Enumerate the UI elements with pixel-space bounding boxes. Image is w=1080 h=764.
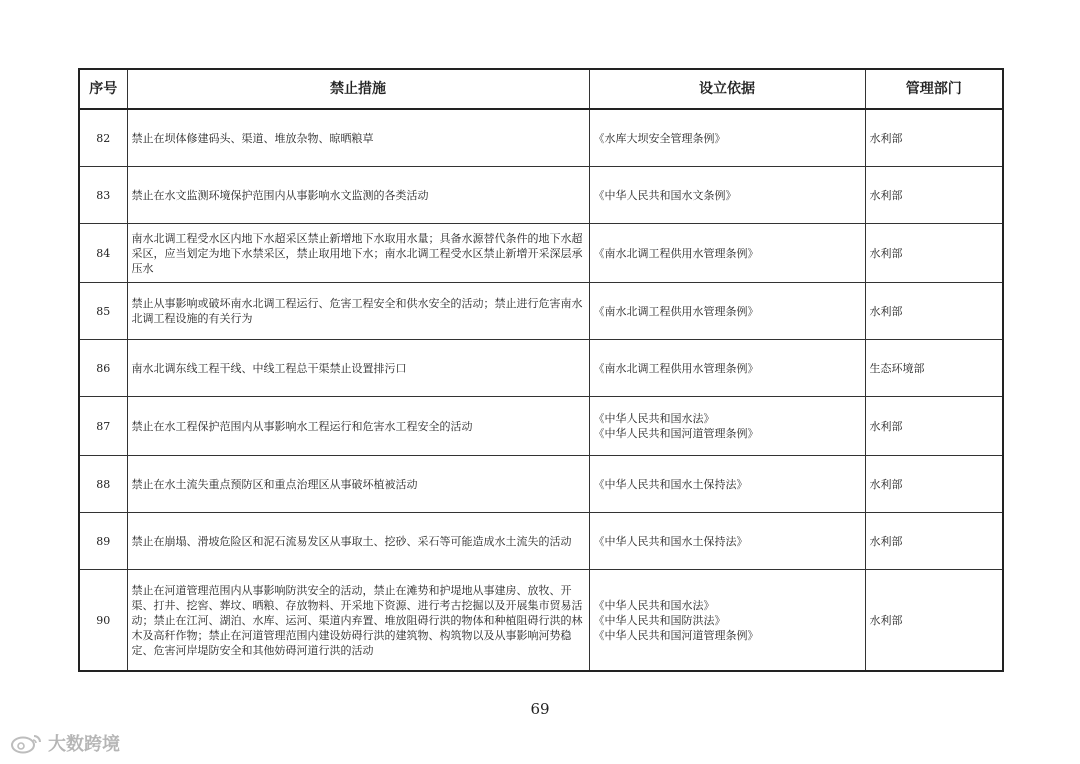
row-measure: 禁止在水文监测环境保护范围内从事影响水文监测的各类活动 xyxy=(127,167,589,224)
row-dept: 水利部 xyxy=(865,109,1003,167)
regulation-table xyxy=(78,68,1004,672)
row-basis: 《南水北调工程供用水管理条例》 xyxy=(589,224,865,283)
row-dept: 水利部 xyxy=(865,570,1003,672)
row-dept: 水利部 xyxy=(865,397,1003,456)
row-dept: 水利部 xyxy=(865,224,1003,283)
table-row xyxy=(79,109,1003,167)
row-measure: 禁止在水工程保护范围内从事影响水工程运行和危害水工程安全的活动 xyxy=(127,397,589,456)
row-basis: 《中华人民共和国水法》 《中华人民共和国河道管理条例》 xyxy=(589,397,865,456)
page-number: 69 xyxy=(530,700,550,718)
row-basis: 《中华人民共和国水文条例》 xyxy=(589,167,865,224)
row-num: 85 xyxy=(79,283,127,340)
row-basis: 《水库大坝安全管理条例》 xyxy=(589,109,865,167)
header-num: 序号 xyxy=(79,69,127,109)
header-basis: 设立依据 xyxy=(589,69,865,109)
watermark xyxy=(10,730,120,756)
row-measure: 南水北调东线工程干线、中线工程总干渠禁止设置排污口 xyxy=(127,340,589,397)
row-dept: 水利部 xyxy=(865,456,1003,513)
row-measure: 禁止在崩塌、滑坡危险区和泥石流易发区从事取土、挖砂、采石等可能造成水土流失的活动 xyxy=(127,513,589,570)
row-basis: 《南水北调工程供用水管理条例》 xyxy=(589,283,865,340)
row-basis: 《南水北调工程供用水管理条例》 xyxy=(589,340,865,397)
row-measure: 禁止在坝体修建码头、渠道、堆放杂物、晾晒粮草 xyxy=(127,109,589,167)
watermark-text: 大数跨境 xyxy=(48,734,120,755)
weibo-logo-icon xyxy=(10,732,44,754)
header-dept: 管理部门 xyxy=(865,69,1003,109)
row-dept: 生态环境部 xyxy=(865,340,1003,397)
row-num: 88 xyxy=(79,456,127,513)
row-num: 90 xyxy=(79,570,127,672)
table-row xyxy=(79,570,1003,672)
row-num: 86 xyxy=(79,340,127,397)
table-row xyxy=(79,167,1003,224)
row-basis: 《中华人民共和国水土保持法》 xyxy=(589,456,865,513)
row-dept: 水利部 xyxy=(865,513,1003,570)
row-num: 87 xyxy=(79,397,127,456)
table-row xyxy=(79,340,1003,397)
table-row xyxy=(79,513,1003,570)
row-num: 83 xyxy=(79,167,127,224)
row-num: 89 xyxy=(79,513,127,570)
table-row xyxy=(79,456,1003,513)
table-row xyxy=(79,224,1003,283)
table-row xyxy=(79,283,1003,340)
row-basis: 《中华人民共和国水土保持法》 xyxy=(589,513,865,570)
row-num: 82 xyxy=(79,109,127,167)
table-row xyxy=(79,397,1003,456)
row-dept: 水利部 xyxy=(865,167,1003,224)
row-measure: 南水北调工程受水区内地下水超采区禁止新增地下水取用水量；具备水源替代条件的地下水超采区，应当划定为地下水禁采区，禁止取用地下水；南水北调工程受水区禁止新增开采深层承压水 xyxy=(127,224,589,283)
table-header-row xyxy=(79,69,1003,109)
row-measure: 禁止在河道管理范围内从事影响防洪安全的活动，禁止在滩势和护堤地从事建房、放牧、开渠、打井、挖窖、葬坟、晒粮、存放物料、开采地下资源、进行考古挖掘以及开展集市贸易活动；禁止在江河、湖泊、水库、运河、渠道内弃置、堆放阻碍行洪的物体和种植阻碍行洪的林木及高秆作物；禁止在河道管理范围内建设妨碍行洪的建筑物、构筑物以及从事影响河势稳定、危害河岸堤防安全和其他妨碍河道行洪的活动 xyxy=(127,570,589,672)
row-num: 84 xyxy=(79,224,127,283)
row-dept: 水利部 xyxy=(865,283,1003,340)
row-measure: 禁止从事影响或破坏南水北调工程运行、危害工程安全和供水安全的活动；禁止进行危害南水北调工程设施的有关行为 xyxy=(127,283,589,340)
row-measure: 禁止在水土流失重点预防区和重点治理区从事破坏植被活动 xyxy=(127,456,589,513)
header-measure: 禁止措施 xyxy=(127,69,589,109)
row-basis: 《中华人民共和国水法》 《中华人民共和国防洪法》 《中华人民共和国河道管理条例》 xyxy=(589,570,865,672)
